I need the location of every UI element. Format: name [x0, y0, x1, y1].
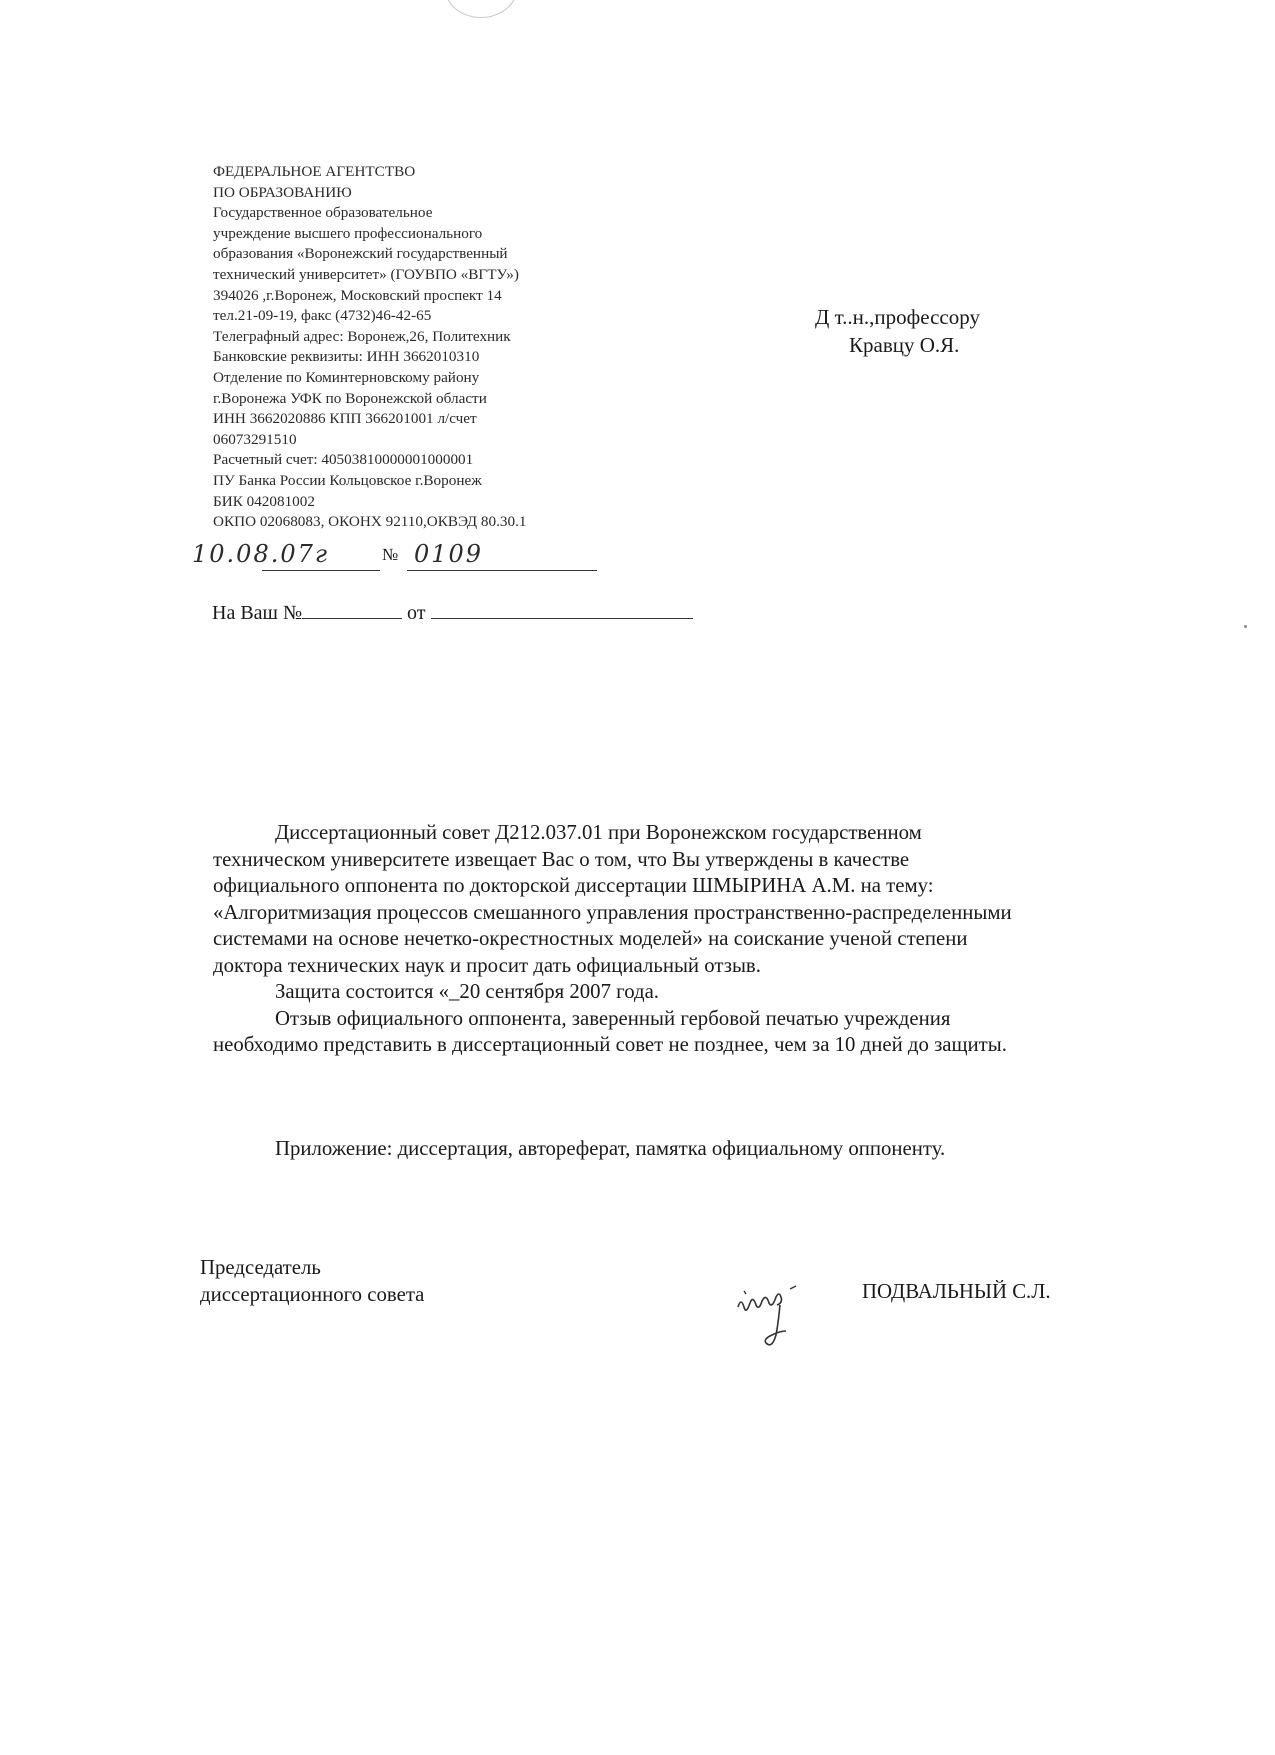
chairman-name: ПОДВАЛЬНЫЙ С.Л. [862, 1280, 1051, 1303]
addressee-title: Д т..н.,профессору [815, 305, 980, 329]
addressee [815, 303, 1135, 359]
letterhead-line: ОКПО 02068083, ОКОНХ 92110,ОКВЭД 80.30.1 [213, 513, 527, 531]
your-ref-number-blank [302, 600, 402, 619]
your-ref-from-label: от [407, 602, 426, 624]
scan-speck [1244, 625, 1247, 628]
registration-number: 0109 [414, 540, 484, 568]
letterhead-line: Отделение по Коминтерновскому району [213, 368, 480, 386]
your-ref-date-blank [431, 600, 693, 619]
letterhead-line: Телеграфный адрес: Воронеж,26, Политехник [213, 327, 511, 345]
body-line: техническом университете извещает Вас о том, что Вы утверждены в качестве [213, 847, 910, 871]
body-line: Диссертационный совет Д212.037.01 при Воронежском государственном [275, 821, 922, 844]
letterhead-line: БИК 042081002 [213, 492, 315, 510]
letterhead-line: ФЕДЕРАЛЬНОЕ АГЕНТСТВО [213, 163, 416, 180]
chairman-title-line: диссертационного совета [200, 1283, 425, 1306]
scan-artifact-arc [445, 0, 517, 18]
letterhead-line: технический университет» (ГОУВПО «ВГТУ») [213, 265, 519, 283]
addressee-name: Кравцу О.Я. [849, 333, 960, 357]
letterhead-line: г.Воронежа УФК по Воронежской области [213, 389, 487, 407]
chairman-title-line: Председатель [200, 1256, 321, 1279]
number-sign: № [382, 545, 399, 564]
letterhead-line: 06073291510 [213, 430, 297, 448]
chairman-title [200, 1254, 424, 1308]
letterhead-line: учреждение высшего профессионального [213, 224, 483, 242]
body-line: «Алгоритмизация процессов смешанного управления пространственно-распределенными [213, 900, 1012, 924]
letterhead-line: ИНН 3662020886 КПП 366201001 л/счет [213, 410, 477, 428]
letter-body [213, 820, 1213, 1059]
your-reference-line [212, 600, 693, 625]
body-line: системами на основе нечетко-окрестностных моделей» на соискание ученой степени [213, 927, 968, 950]
number-underline [407, 570, 597, 571]
review-line: необходимо представить в диссертационный совет не позднее, чем за 10 дней до защиты. [213, 1033, 1007, 1056]
letterhead-line: Государственное образовательное [213, 204, 433, 222]
body-line: официального оппонента по докторской диссертации ШМЫРИНА А.М. на тему: [213, 874, 934, 897]
body-line: доктора технических наук и просит дать официальный отзыв. [213, 953, 761, 977]
letterhead-line: 394026 ,г.Воронеж, Московский проспект 14 [213, 286, 502, 304]
appendix-line: Приложение: диссертация, автореферат, памятка официальному оппоненту. [275, 1137, 946, 1160]
handwritten-signature [730, 1265, 830, 1355]
letterhead-line: образования «Воронежский государственный [213, 245, 508, 263]
letterhead-line: ПО ОБРАЗОВАНИЮ [213, 183, 352, 201]
registration-line [192, 540, 597, 576]
review-line: Отзыв официального оппонента, заверенный гербовой печатью учреждения [275, 1006, 951, 1030]
registration-date: 10.08.07г [192, 540, 330, 568]
letterhead [213, 162, 633, 533]
date-underline [262, 570, 380, 571]
letterhead-line: ПУ Банка России Кольцовское г.Воронеж [213, 471, 482, 489]
letterhead-line: тел.21-09-19, факс (4732)46-42-65 [213, 307, 432, 325]
letterhead-line: Расчетный счет: 40503810000001000001 [213, 451, 474, 469]
defense-date-line: Защита состоится «_20 сентября 2007 года. [275, 980, 660, 1003]
your-ref-label: На Ваш № [212, 602, 303, 624]
letterhead-line: Банковские реквизиты: ИНН 3662010310 [213, 348, 480, 366]
